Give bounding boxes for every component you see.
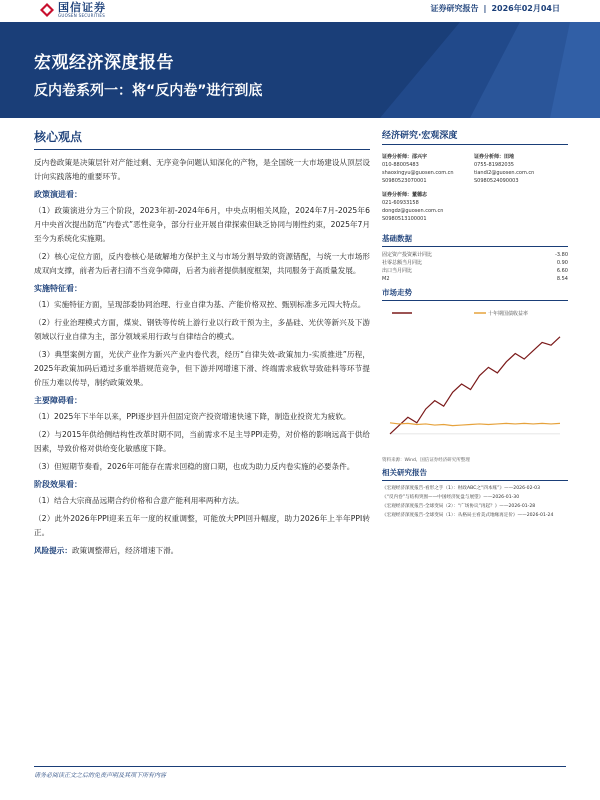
market-trend-title: 市场走势 xyxy=(382,287,568,301)
sidebar xyxy=(382,128,568,521)
analyst-cert: S0980513100001 xyxy=(382,216,427,222)
report-type: 证券研究报告 xyxy=(430,4,479,13)
analyst-email[interactable]: tiandi2@guosen.com.cn xyxy=(474,170,535,176)
data-value: -3.80 xyxy=(555,252,568,258)
block-paragraph: （2）此外2026年PPI迎来五年一度的权重调整，可能放大PPI回升幅度，助力2026年上半年PPI转正。 xyxy=(34,514,370,537)
data-key: M2 xyxy=(382,276,390,282)
analyst-phone: 021-60933158 xyxy=(382,200,419,206)
block-paragraph: （1）2025年下半年以来，PPI逐步回升但固定资产投资增速快速下降，制造业投资尤为疲软。 xyxy=(34,412,351,421)
analyst-cert: S0980524090003 xyxy=(474,178,519,184)
block-paragraph: （1）政策演进分为三个阶段，2023年初-2024年6月，中央点明相关风险，2024年7月-2025年6月中央首次提出防范“内卷式”恶性竞争，部分行业开展自律探索但缺乏协同与刚性约束，2025年7月至今为系统化实施期。 xyxy=(34,206,370,243)
analyst-cert: S0980523070001 xyxy=(382,178,427,184)
block-heading: 阶段效果看： xyxy=(34,480,82,489)
analyst-email[interactable]: dongdz@guosen.com.cn xyxy=(382,208,444,214)
main-content xyxy=(34,128,370,558)
risk-notice xyxy=(34,544,370,558)
analyst-email[interactable]: shaoxingyu@guosen.com.cn xyxy=(382,170,454,176)
block-heading: 主要障碍看： xyxy=(34,396,82,405)
legend-label: 十年期国债收益率 xyxy=(488,311,529,317)
market-chart-svg xyxy=(382,305,568,455)
analyst-name: 邵兴宇 xyxy=(412,154,428,160)
block-heading: 政策演进看： xyxy=(34,190,82,199)
related-reports-title: 相关研究报告 xyxy=(382,467,568,481)
data-value: 6.60 xyxy=(556,268,568,274)
list-item[interactable]: 《宏观经济深度报告-全球变局（1）：从格局主看美式地缘再定价》——2026-01-24 xyxy=(382,513,554,518)
block-paragraph: （3）但短期节奏看，2026年可能存在需求回稳的窗口期，也成为助力反内卷实施的必要条件。 xyxy=(34,462,355,471)
title-banner xyxy=(0,22,600,118)
list-item[interactable]: 《宏观经济深度报告-看形之手（1）：财政ABC之“四本账”》——2026-02-03 xyxy=(382,486,541,491)
analyst-card xyxy=(474,153,566,185)
analyst-role: 证券分析师： xyxy=(382,192,413,198)
company-logo xyxy=(40,0,106,20)
block-paragraph: （2）核心定位方面，反内卷核心是破解地方保护主义与市场分割导致的资源错配，与统一大市场形成双向支撑，前者为后者扫清不当竞争障碍，后者为前者提供制度框架，共同服务于高质量发展。 xyxy=(34,252,370,275)
block-paragraph: （1）结合大宗商品远期合约价格和合意产能利用率两种方法。 xyxy=(34,496,244,505)
disclaimer-footer: 请务必阅读正文之后的免责声明及其项下所有内容 xyxy=(34,766,566,779)
top-header xyxy=(0,0,600,22)
data-key: 社零总额当月同比 xyxy=(382,260,423,266)
market-chart xyxy=(382,305,568,455)
table-row xyxy=(382,259,568,267)
data-value: 8.54 xyxy=(556,276,568,282)
block-paragraph: （3）典型案例方面，光伏产业作为新兴产业内卷代表，经历“自律失效-政策加力-实质推进”历程，2025年政策加码后通过多重举措规范竞争，但下游并网增速下滑、终端需求疲软导致硅料等环节提价压力难以传导，制约政策效果。 xyxy=(34,350,370,387)
basic-data-title: 基础数据 xyxy=(382,233,568,247)
analyst-role: 证券分析师： xyxy=(474,154,505,160)
data-key: 出口当月同比 xyxy=(382,268,413,274)
logo-mark-icon xyxy=(40,3,54,17)
report-subtitle: 反内卷系列一：将“反内卷”进行到底 xyxy=(34,83,263,99)
analyst-name: 田地 xyxy=(504,154,515,160)
analyst-phone: 0755-81982035 xyxy=(474,162,514,168)
analyst-role: 证券分析师： xyxy=(382,154,413,160)
series-line-1 xyxy=(390,423,560,426)
table-row xyxy=(382,267,568,275)
related-reports-list xyxy=(382,485,568,520)
table-row xyxy=(382,275,568,283)
basic-data-table xyxy=(382,251,568,283)
sidebar-title: 经济研究·宏观深度 xyxy=(382,128,568,145)
header-meta: 证券研究报告 | 2026年02月04日 xyxy=(430,4,560,13)
analyst-card xyxy=(382,153,474,185)
risk-label: 风险提示： xyxy=(34,546,72,555)
list-item[interactable]: 《宏观经济深度报告-全球变局（2）：“广场协议”再起？》——2026-01-28 xyxy=(382,504,536,509)
list-item[interactable]: 《“反内卷”与结构突围——中国经济复盘与展望》——2026-01-30 xyxy=(382,495,520,500)
block-paragraph: （2）行业治理模式方面，煤炭、钢铁等传统上游行业以行政干预为主，多晶硅、光伏等新兴及下游领域以行业自律为主，部分领域采用行政与自律结合的模式。 xyxy=(34,318,370,341)
data-key: 固定资产投资累计同比 xyxy=(382,252,433,258)
analyst-card xyxy=(382,191,474,223)
data-value: 0.90 xyxy=(556,260,568,266)
banner-decoration xyxy=(340,22,600,118)
report-title: 宏观经济深度报告 xyxy=(34,53,174,73)
table-row xyxy=(382,251,568,259)
block-paragraph: （2）与2015年供给侧结构性改革时期不同，当前需求不足主导PPI走势，对价格的影响远高于供给因素，导致价格对供给变化敏感度下降。 xyxy=(34,430,370,453)
block-paragraph: （1）实施特征方面，呈现部委协同治理、行业自律为基、产能价格双控、甄别标准多元四大特点。 xyxy=(34,300,366,309)
series-line-0 xyxy=(390,337,560,434)
risk-text: 政策调整滞后，经济增速下滑。 xyxy=(71,546,179,555)
intro-paragraph: 反内卷政策是决策层针对产能过剩、无序竞争问题认知深化的产物，是全国统一大市场建设从顶层设计向实践落地的重要环节。 xyxy=(34,158,370,181)
report-date: 2026年02月04日 xyxy=(491,4,560,13)
chart-source: 资料来源：Wind、国信证券经济研究所整理 xyxy=(382,458,470,463)
analyst-list xyxy=(382,153,568,229)
section-title: 核心观点 xyxy=(34,128,370,150)
analyst-phone: 010-88005483 xyxy=(382,162,419,168)
block-heading: 实施特征看： xyxy=(34,284,82,293)
logo-english-name: GUOSEN SECURITIES xyxy=(58,13,106,18)
analyst-name: 董德志 xyxy=(412,192,428,198)
logo-chinese-name: 国信证券 xyxy=(58,1,106,14)
